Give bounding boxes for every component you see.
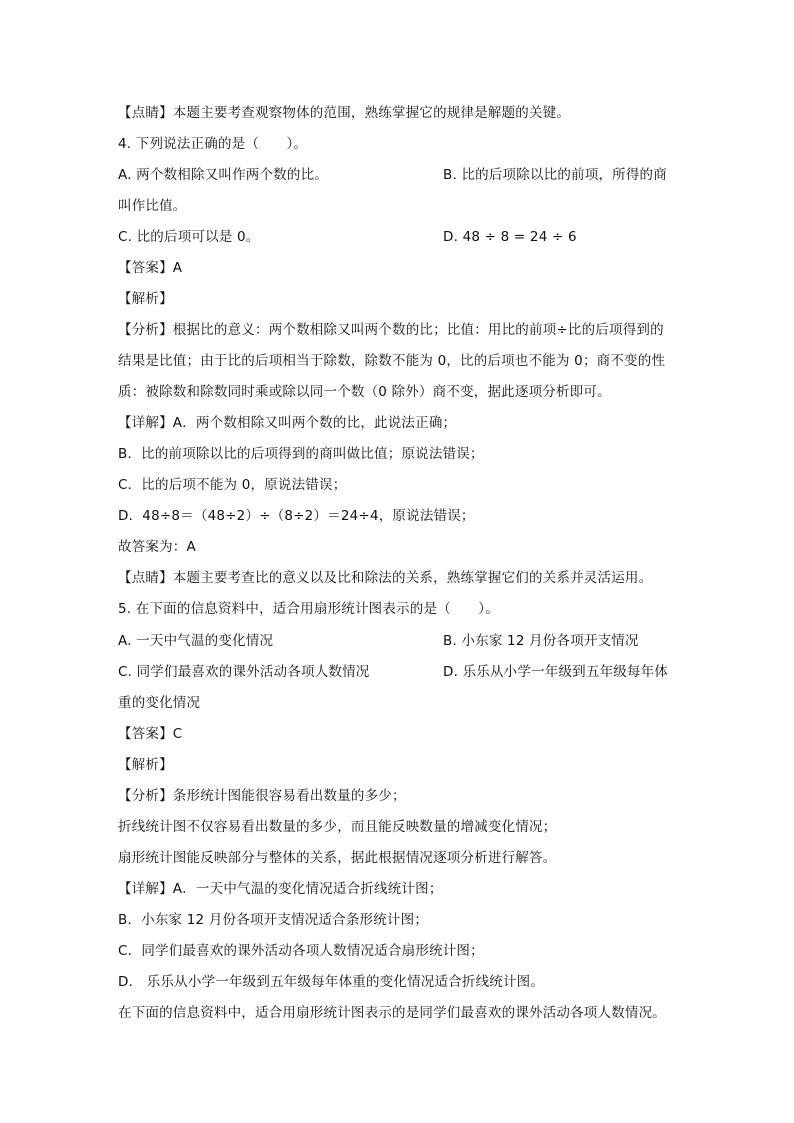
option-5b: B. 小东家 12 月份各项开支情况 [443, 633, 639, 649]
detail-4-c: C．比的后项不能为 0，原说法错误； [118, 477, 347, 493]
option-5d-cont: 重的变化情况 [118, 695, 201, 711]
analysis-4-line-1: 【分析】根据比的意义：两个数相除又叫两个数的比；比值：用比的前项÷比的后项得到的 [118, 322, 664, 338]
analysis-heading-5: 【解析】 [118, 757, 173, 773]
option-5d: D. 乐乐从小学一年级到五年级每年体 [443, 664, 669, 680]
option-4c: C. 比的后项可以是 0。 [118, 229, 260, 245]
question-5-stem: 5. 在下面的信息资料中，适合用扇形统计图表示的是（ ）。 [118, 601, 499, 617]
option-4a: A. 两个数相除又叫作两个数的比。 [118, 167, 328, 183]
conclusion-5: 在下面的信息资料中，适合用扇形统计图表示的是同学们最喜欢的课外活动各项人数情况。 [118, 1005, 666, 1021]
option-4d: D. 48 ÷ 8 = 24 ÷ 6 [443, 229, 577, 245]
detail-5-d: D． 乐乐从小学一年级到五年级每年体重的变化情况适合折线统计图。 [118, 974, 545, 990]
option-4b-cont: 叫作比值。 [118, 198, 187, 214]
detail-5-a: 【详解】A．一天中气温的变化情况适合折线统计图； [118, 881, 443, 897]
detail-4-a: 【详解】A．两个数相除又叫两个数的比，此说法正确； [118, 415, 457, 431]
note-line-q3: 【点睛】本题主要考查观察物体的范围，熟练掌握它的规律是解题的关键。 [118, 105, 571, 121]
detail-5-b: B．小东家 12 月份各项开支情况适合条形统计图； [118, 912, 429, 928]
detail-5-c: C．同学们最喜欢的课外活动各项人数情况适合扇形统计图； [118, 943, 484, 959]
option-5a: A. 一天中气温的变化情况 [118, 633, 274, 649]
detail-4-b: B．比的前项除以比的后项得到的商叫做比值；原说法错误； [118, 446, 484, 462]
question-4-stem: 4. 下列说法正确的是（ ）。 [118, 136, 308, 152]
analysis-heading-4: 【解析】 [118, 291, 173, 307]
analysis-5-line-1: 【分析】条形统计图能很容易看出数量的多少； [118, 788, 406, 804]
option-4b: B. 比的后项除以比的前项，所得的商 [443, 167, 667, 183]
detail-4-d: D．48÷8＝（48÷2）÷（8÷2）＝24÷4，原说法错误； [118, 508, 475, 524]
analysis-5-line-3: 扇形统计图能反映部分与整体的关系，据此根据情况逐项分析进行解答。 [118, 850, 557, 866]
note-line-q4: 【点睛】本题主要考查比的意义以及比和除法的关系，熟练掌握它们的关系并灵活运用。 [118, 570, 653, 586]
option-5c: C. 同学们最喜欢的课外活动各项人数情况 [118, 664, 370, 680]
answer-4: 【答案】A [118, 260, 183, 276]
answer-5: 【答案】C [118, 726, 183, 742]
analysis-4-line-2: 结果是比值；由于比的后项相当于除数，除数不能为 0，比的后项也不能为 0；商不变的性 [118, 353, 666, 369]
final-answer-4: 故答案为：A [118, 539, 196, 555]
analysis-4-line-3: 质：被除数和除数同时乘或除以同一个数（0 除外）商不变，据此逐项分析即可。 [118, 384, 611, 400]
analysis-5-line-2: 折线统计图不仅容易看出数量的多少，而且能反映数量的增减变化情况； [118, 819, 557, 835]
